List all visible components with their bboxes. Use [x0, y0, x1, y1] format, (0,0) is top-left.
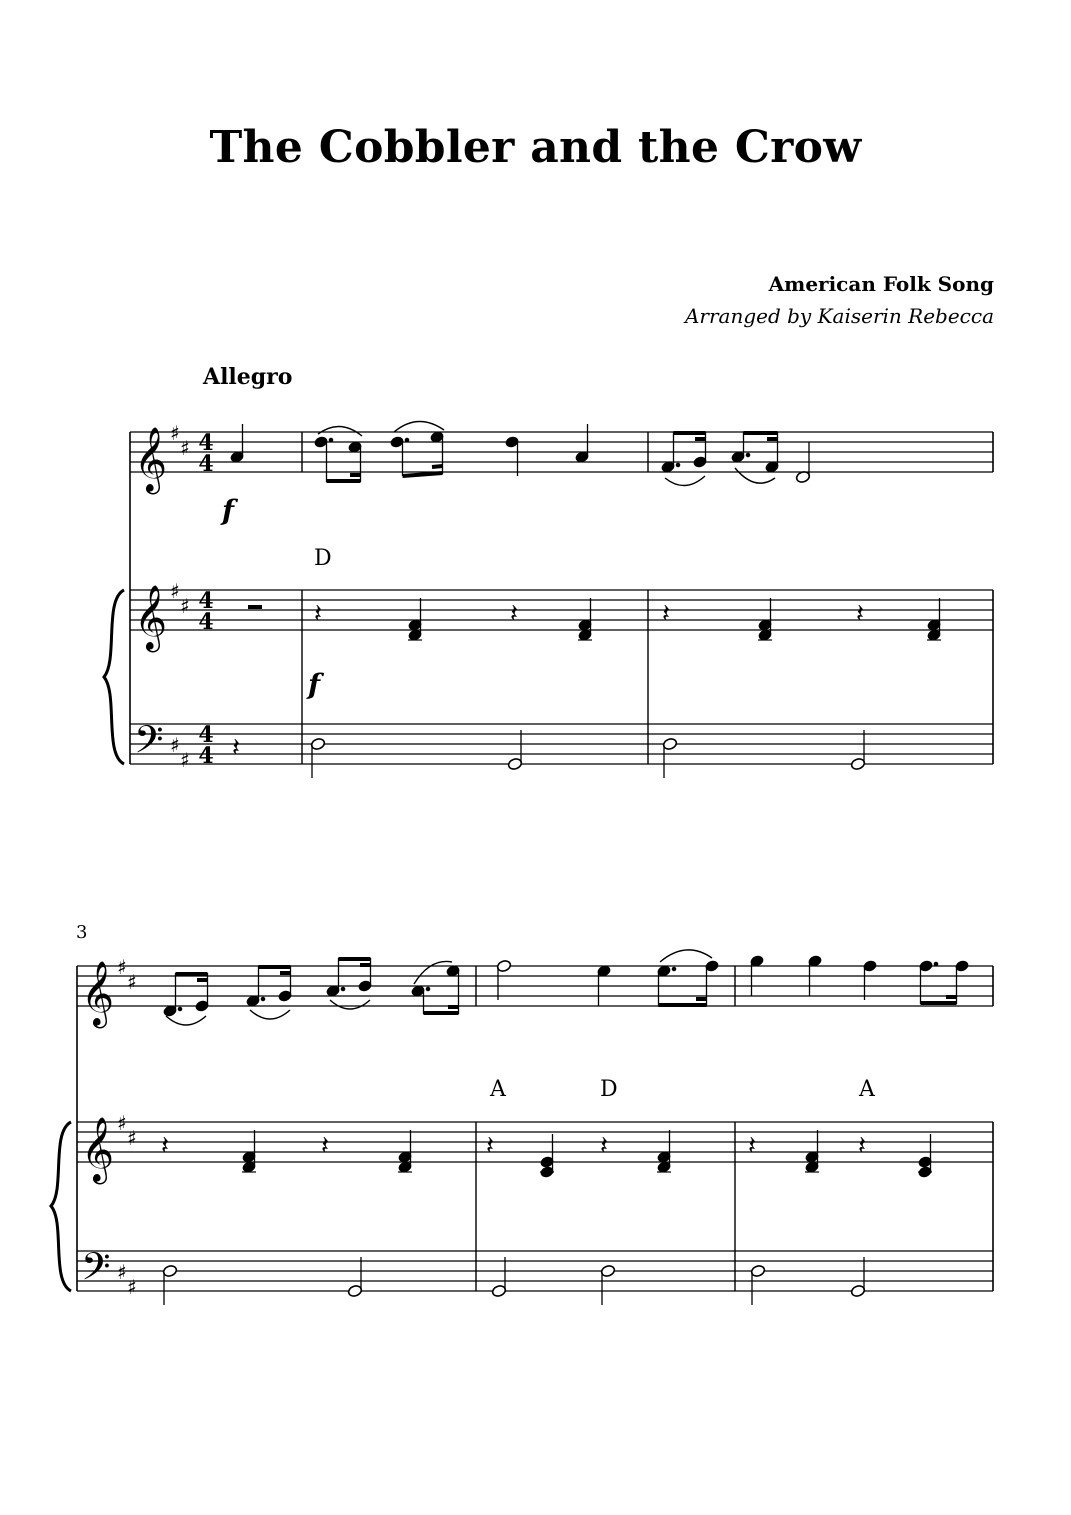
composer-credit: American Folk Song — [768, 272, 994, 296]
time-signature — [198, 430, 213, 769]
svg-text:𝄽: 𝄽 — [321, 1131, 329, 1161]
treble-clef-icon: 𝄞 — [134, 427, 168, 492]
arranger-credit: Arranged by Kaiserin Rebecca — [684, 304, 994, 328]
treble-clef-icon: 𝄞 — [81, 961, 115, 1026]
tempo-marking: Allegro — [203, 364, 293, 390]
svg-text:𝄽: 𝄽 — [161, 1131, 169, 1161]
svg-text:♯: ♯ — [170, 733, 180, 757]
dynamic-forte: f — [222, 494, 235, 527]
chord-symbol: D — [314, 546, 332, 571]
svg-text:𝄽: 𝄽 — [856, 599, 864, 629]
svg-text:𝄽: 𝄽 — [600, 1131, 608, 1161]
treble-clef-icon: 𝄞 — [134, 585, 168, 650]
melody-staff-lines — [77, 966, 993, 1006]
svg-text:♯: ♯ — [170, 579, 180, 603]
measure-number: 3 — [76, 922, 88, 943]
svg-text:♯: ♯ — [117, 1260, 127, 1284]
bass-clef-icon: 𝄢 — [81, 1244, 111, 1298]
system-2 — [51, 966, 993, 1291]
chord-symbol: D — [600, 1077, 618, 1102]
svg-text:♯: ♯ — [170, 421, 180, 445]
chord-symbol: A — [859, 1077, 875, 1102]
key-signature — [170, 421, 190, 772]
svg-text:♯: ♯ — [180, 436, 190, 460]
svg-text:𝄽: 𝄽 — [510, 599, 518, 629]
piano-treble-staff-lines — [77, 1122, 993, 1162]
system-1 — [104, 432, 993, 764]
whole-rest — [248, 605, 262, 609]
piano-brace — [51, 1122, 71, 1291]
svg-text:♯: ♯ — [127, 1275, 137, 1299]
treble-clef-icon: 𝄞 — [81, 1117, 115, 1182]
chord-symbol: A — [490, 1077, 506, 1102]
svg-text:♯: ♯ — [127, 1126, 137, 1150]
svg-text:4: 4 — [198, 430, 214, 456]
piano-brace — [104, 590, 124, 764]
svg-text:𝄽: 𝄽 — [314, 599, 322, 629]
svg-text:𝄽: 𝄽 — [662, 599, 670, 629]
svg-text:♯: ♯ — [180, 594, 190, 618]
svg-text:𝄽: 𝄽 — [858, 1131, 866, 1161]
svg-text:♯: ♯ — [180, 748, 190, 772]
svg-text:♯: ♯ — [127, 970, 137, 994]
svg-text:𝄽: 𝄽 — [486, 1131, 494, 1161]
svg-text:𝄽: 𝄽 — [232, 733, 240, 763]
svg-text:𝄽: 𝄽 — [748, 1131, 756, 1161]
svg-text:4: 4 — [198, 609, 214, 635]
svg-text:4: 4 — [198, 588, 214, 614]
piano-treble-system-2 — [161, 1130, 932, 1178]
svg-text:4: 4 — [198, 743, 214, 769]
svg-text:♯: ♯ — [117, 1111, 127, 1135]
piano-bass-staff-lines — [77, 1251, 993, 1291]
svg-text:4: 4 — [198, 722, 214, 748]
melody-staff-lines — [130, 432, 993, 472]
score-title: The Cobbler and the Crow — [209, 122, 862, 173]
melody-notes-system-2 — [163, 950, 969, 1025]
bass-clef-icon: 𝄢 — [134, 717, 164, 771]
dynamic-forte: f — [308, 668, 321, 701]
melody-notes-system-1 — [230, 421, 811, 485]
svg-text:4: 4 — [198, 451, 214, 477]
svg-text:♯: ♯ — [117, 955, 127, 979]
